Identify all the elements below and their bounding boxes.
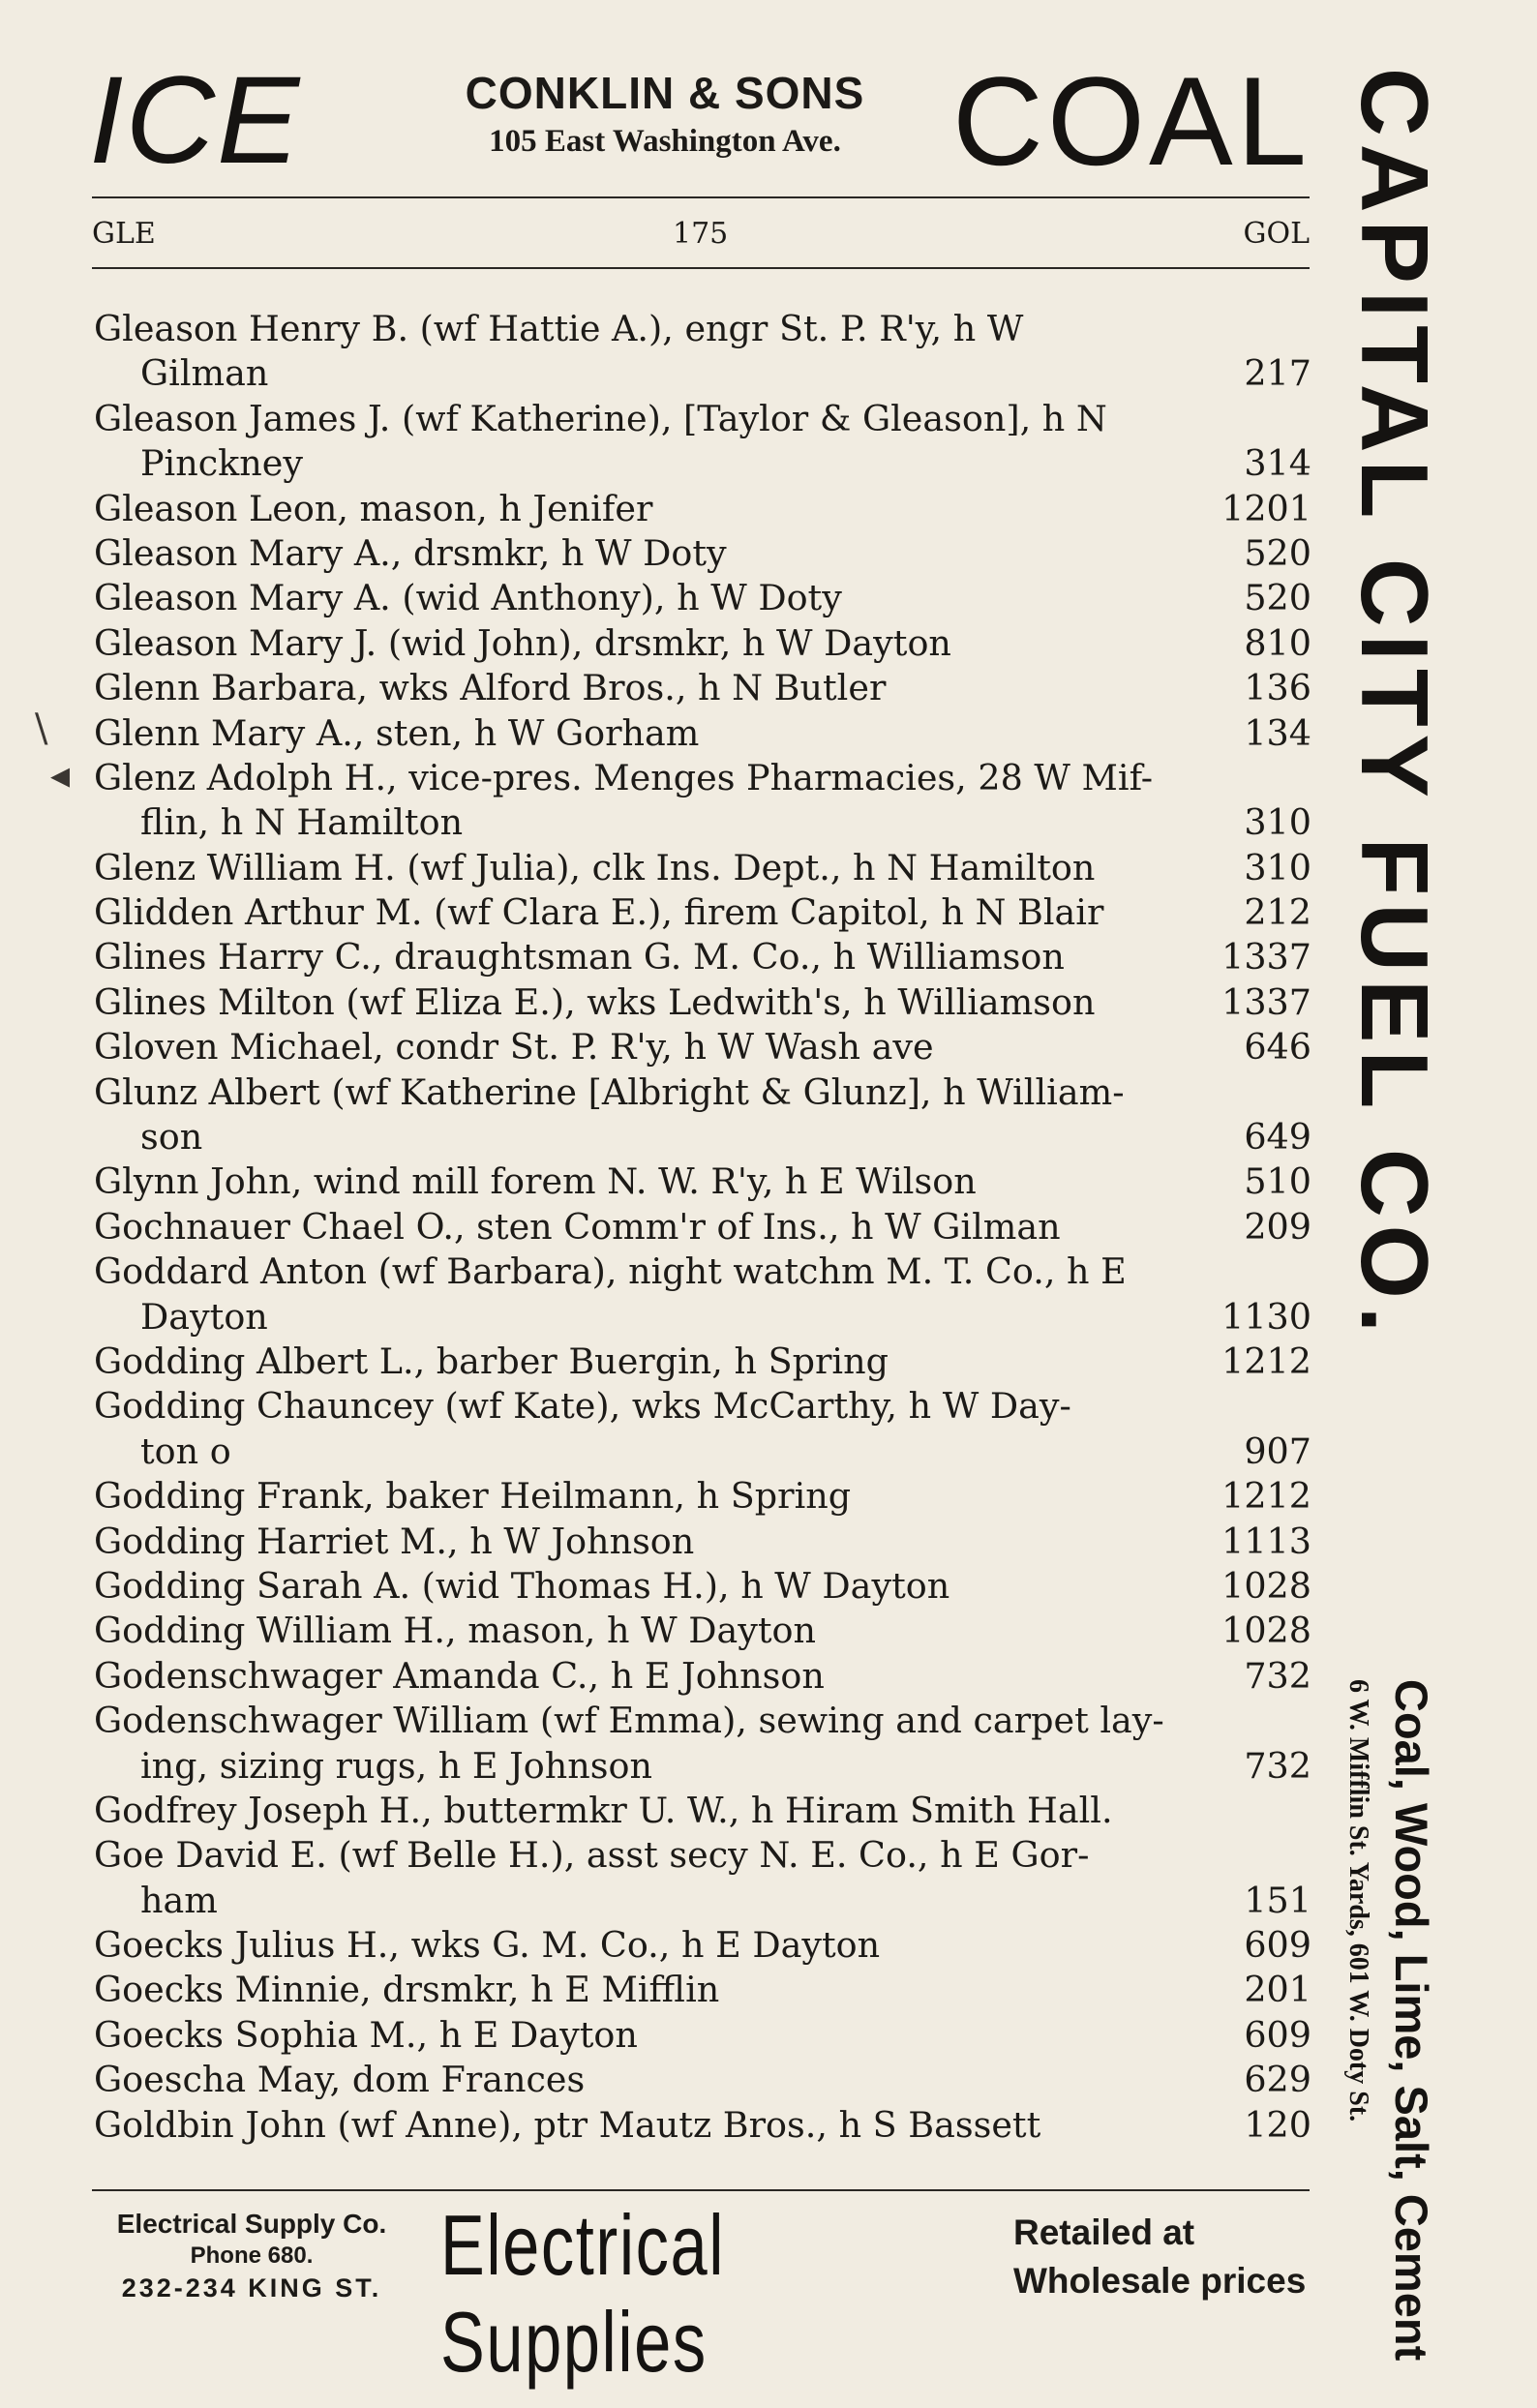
entry-house-number: 212 bbox=[1244, 891, 1311, 934]
footer-divider bbox=[92, 2189, 1310, 2191]
right-guide-word: GOL bbox=[1243, 217, 1310, 251]
ad-electrical-tagline bbox=[1013, 2209, 1313, 2305]
directory-entry bbox=[94, 1339, 1311, 1384]
entry-line-text: son bbox=[140, 1116, 203, 1159]
entry-text bbox=[94, 487, 1311, 531]
margin-mark: \ bbox=[35, 707, 48, 751]
entry-line-text: Glenn Mary A., sten, h W Gorham bbox=[94, 711, 700, 754]
entry-text bbox=[94, 1968, 1311, 2012]
entry-line-text: Glines Milton (wf Eliza E.), wks Ledwith's, h Williamson bbox=[94, 980, 1096, 1023]
entry-line-text: Godfrey Joseph H., buttermkr U. W., h Hiram Smith Hall. bbox=[94, 1789, 1113, 1831]
page-number: 175 bbox=[673, 217, 729, 251]
directory-entry bbox=[94, 890, 1311, 935]
directory-entry bbox=[94, 307, 1311, 397]
page-header bbox=[92, 213, 1310, 256]
header-divider-top bbox=[92, 196, 1310, 198]
directory-entry bbox=[94, 397, 1311, 487]
entry-continuation bbox=[94, 1295, 1311, 1339]
entry-text bbox=[94, 1384, 1311, 1429]
entry-house-number: 1113 bbox=[1221, 1520, 1311, 1562]
entry-line-text: Gleason Mary A., drsmkr, h W Doty bbox=[94, 531, 727, 574]
entry-line-text: Godding Harriet M., h W Johnson bbox=[94, 1520, 695, 1562]
entry-text bbox=[94, 1564, 1311, 1609]
entry-line-text: Goecks Julius H., wks G. M. Co., h E Dayton bbox=[94, 1924, 881, 1967]
ad-tagline-line-2: Wholesale prices bbox=[1013, 2261, 1307, 2301]
directory-entry bbox=[94, 711, 1311, 756]
entry-house-number: 649 bbox=[1244, 1116, 1311, 1159]
directory-entry bbox=[94, 1384, 1311, 1474]
entry-line-text: Godenschwager William (wf Emma), sewing and carpet lay- bbox=[94, 1700, 1164, 1742]
side-banner-products: Coal, Wood, Lime, Salt, Cement bbox=[1386, 1679, 1437, 2362]
ad-word-coal: COAL bbox=[951, 50, 1311, 192]
side-banner-company: CAPITAL CITY FUEL CO. bbox=[1341, 68, 1448, 1341]
entry-house-number: 520 bbox=[1244, 577, 1311, 619]
entry-house-number: 217 bbox=[1244, 352, 1311, 395]
directory-entry bbox=[94, 935, 1311, 979]
entry-text bbox=[94, 1025, 1311, 1069]
entry-house-number: 1337 bbox=[1221, 936, 1311, 978]
top-advertisement bbox=[89, 50, 1311, 194]
directory-entry bbox=[94, 1070, 1311, 1160]
entry-house-number: 907 bbox=[1244, 1430, 1311, 1472]
entry-line-text: Gleason Mary J. (wid John), drsmkr, h W Dayton bbox=[94, 621, 951, 664]
left-guide-word: GLE bbox=[92, 217, 156, 251]
directory-entry bbox=[94, 1474, 1311, 1519]
entry-house-number: 732 bbox=[1244, 1744, 1311, 1787]
entry-text bbox=[94, 1923, 1311, 1968]
header-divider-bottom bbox=[92, 267, 1310, 269]
ad-tagline-line-1: Retailed at bbox=[1013, 2212, 1195, 2252]
entry-line-text: Glynn John, wind mill forem N. W. R'y, h E Wilson bbox=[94, 1160, 977, 1203]
entry-house-number: 134 bbox=[1244, 711, 1311, 754]
entry-text bbox=[94, 1159, 1311, 1204]
entry-text bbox=[94, 621, 1311, 666]
entry-text bbox=[94, 1205, 1311, 1249]
entry-line-text: Gochnauer Chael O., sten Comm'r of Ins., h W Gilman bbox=[94, 1205, 1061, 1248]
entry-house-number: 1337 bbox=[1221, 980, 1311, 1023]
entry-house-number: 310 bbox=[1244, 846, 1311, 888]
entry-continuation bbox=[94, 1879, 1311, 1923]
entry-line-text: flin, h N Hamilton bbox=[140, 801, 464, 844]
entry-continuation bbox=[94, 1115, 1311, 1159]
entry-text bbox=[94, 1609, 1311, 1653]
directory-entry bbox=[94, 2013, 1311, 2058]
directory-entry bbox=[94, 1159, 1311, 1204]
entry-continuation bbox=[94, 351, 1311, 396]
entry-text bbox=[94, 935, 1311, 979]
entry-line-text: ton o bbox=[140, 1430, 231, 1472]
entry-line-text: Glenz Adolph H., vice-pres. Menges Pharmacies, 28 W Mif- bbox=[94, 756, 1154, 798]
entry-line-text: Gloven Michael, condr St. P. R'y, h W Wash ave bbox=[94, 1026, 934, 1069]
ad-electrical-phone: Phone 680. bbox=[190, 2242, 314, 2269]
entry-house-number: 1201 bbox=[1221, 487, 1311, 529]
entry-text bbox=[94, 576, 1311, 620]
entry-text bbox=[94, 1474, 1311, 1519]
entry-line-text: Glunz Albert (wf Katherine [Albright & Glunz], h William- bbox=[94, 1070, 1125, 1113]
directory-entry bbox=[94, 621, 1311, 666]
directory-entry bbox=[94, 756, 1311, 846]
directory-entry bbox=[94, 1249, 1311, 1339]
entry-line-text: Goe David E. (wf Belle H.), asst secy N. E. Co., h E Gor- bbox=[94, 1834, 1090, 1877]
entry-house-number: 1130 bbox=[1221, 1295, 1311, 1338]
entry-line-text: Glines Harry C., draughtsman G. M. Co., h Williamson bbox=[94, 936, 1065, 978]
entry-house-number: 1028 bbox=[1221, 1564, 1311, 1607]
entry-house-number: 1212 bbox=[1221, 1339, 1311, 1382]
entry-line-text: ing, sizing rugs, h E Johnson bbox=[140, 1744, 652, 1787]
directory-entry bbox=[94, 1609, 1311, 1653]
entry-text bbox=[94, 2058, 1311, 2102]
entry-line-text: Glenn Barbara, wks Alford Bros., h N Butler bbox=[94, 667, 887, 709]
directory-entry bbox=[94, 1205, 1311, 1249]
entry-text bbox=[94, 1833, 1311, 1878]
entry-house-number: 646 bbox=[1244, 1026, 1311, 1069]
entry-line-text: Godenschwager Amanda C., h E Johnson bbox=[94, 1654, 825, 1697]
directory-entry bbox=[94, 1654, 1311, 1699]
directory-entry bbox=[94, 2103, 1311, 2148]
entry-line-text: Gleason James J. (wf Katherine), [Taylor & Gleason], h N bbox=[94, 397, 1107, 439]
entry-text bbox=[94, 1070, 1311, 1115]
entry-house-number: 310 bbox=[1244, 801, 1311, 844]
entry-house-number: 609 bbox=[1244, 2013, 1311, 2056]
entry-text bbox=[94, 890, 1311, 935]
entry-line-text: Glenz William H. (wf Julia), clk Ins. Dept., h N Hamilton bbox=[94, 846, 1096, 888]
entry-text bbox=[94, 846, 1311, 890]
ad-company-block bbox=[423, 66, 907, 163]
ad-electrical-company: Electrical Supply Co. bbox=[116, 2209, 387, 2239]
ad-company-name: CONKLIN & SONS bbox=[465, 68, 865, 118]
entry-line-text: Godding William H., mason, h W Dayton bbox=[94, 1610, 817, 1652]
entry-house-number: 810 bbox=[1244, 621, 1311, 664]
entry-continuation bbox=[94, 441, 1311, 486]
entry-line-text: Godding Albert L., barber Buergin, h Spring bbox=[94, 1339, 889, 1382]
directory-entry bbox=[94, 1699, 1311, 1789]
entry-house-number: 136 bbox=[1244, 667, 1311, 709]
directory-entry bbox=[94, 1520, 1311, 1564]
entry-text bbox=[94, 1699, 1311, 1743]
entry-text bbox=[94, 531, 1311, 576]
entry-text bbox=[94, 1339, 1311, 1384]
entry-text bbox=[94, 1249, 1311, 1294]
entry-line-text: ham bbox=[140, 1879, 218, 1921]
entry-line-text: Goddard Anton (wf Barbara), night watchm M. T. Co., h E bbox=[94, 1250, 1127, 1293]
entry-house-number: 510 bbox=[1244, 1160, 1311, 1203]
entry-text bbox=[94, 666, 1311, 710]
entry-text bbox=[94, 711, 1311, 756]
entry-house-number: 629 bbox=[1244, 2059, 1311, 2101]
entry-line-text: Dayton bbox=[140, 1295, 268, 1338]
entry-line-text: Gleason Mary A. (wid Anthony), h W Doty bbox=[94, 577, 842, 619]
entry-line-text: Goldbin John (wf Anne), ptr Mautz Bros., h S Bassett bbox=[94, 2103, 1041, 2146]
entry-text bbox=[94, 1789, 1311, 1833]
entry-text bbox=[94, 1654, 1311, 1699]
entry-line-text: Godding Chauncey (wf Kate), wks McCarthy, h W Day- bbox=[94, 1385, 1071, 1428]
directory-entry bbox=[94, 576, 1311, 620]
directory-entry bbox=[94, 1789, 1311, 1833]
entry-text bbox=[94, 1520, 1311, 1564]
entry-text bbox=[94, 2103, 1311, 2148]
entry-line-text: Godding Frank, baker Heilmann, h Spring bbox=[94, 1475, 852, 1518]
directory-entry bbox=[94, 1564, 1311, 1609]
entry-line-text: Goecks Minnie, drsmkr, h E Mifflin bbox=[94, 1969, 720, 2011]
entry-house-number: 201 bbox=[1244, 1969, 1311, 2011]
entry-text bbox=[94, 2013, 1311, 2058]
bottom-advertisement bbox=[92, 2197, 1313, 2390]
directory-entries bbox=[94, 307, 1311, 2148]
directory-entry bbox=[94, 487, 1311, 531]
ad-electrical-headline: Electrical Supplies bbox=[440, 2197, 726, 2390]
entry-house-number: 1212 bbox=[1221, 1475, 1311, 1518]
entry-house-number: 732 bbox=[1244, 1654, 1311, 1697]
directory-entry bbox=[94, 666, 1311, 710]
entry-text bbox=[94, 980, 1311, 1025]
entry-house-number: 314 bbox=[1244, 442, 1311, 485]
entry-house-number: 520 bbox=[1244, 531, 1311, 574]
directory-entry bbox=[94, 980, 1311, 1025]
entry-text bbox=[94, 397, 1311, 441]
entry-house-number: 209 bbox=[1244, 1205, 1311, 1248]
directory-entry bbox=[94, 1968, 1311, 2012]
entry-line-text: Gleason Henry B. (wf Hattie A.), engr St. P. R'y, h W bbox=[94, 308, 1024, 349]
entry-line-text: Gilman bbox=[140, 352, 269, 395]
directory-entry bbox=[94, 1025, 1311, 1069]
entry-text bbox=[94, 307, 1311, 351]
entry-continuation bbox=[94, 1430, 1311, 1474]
directory-entry bbox=[94, 846, 1311, 890]
entry-continuation bbox=[94, 1744, 1311, 1789]
entry-line-text: Gleason Leon, mason, h Jenifer bbox=[94, 487, 653, 529]
entry-house-number: 151 bbox=[1244, 1879, 1311, 1921]
directory-entry bbox=[94, 1923, 1311, 1968]
directory-entry bbox=[94, 531, 1311, 576]
entry-line-text: Pinckney bbox=[140, 442, 304, 485]
directory-entry bbox=[94, 1833, 1311, 1923]
entry-line-text: Goescha May, dom Frances bbox=[94, 2059, 586, 2101]
entry-text bbox=[94, 756, 1311, 800]
margin-arrow: ◂ bbox=[50, 753, 71, 798]
entry-line-text: Godding Sarah A. (wid Thomas H.), h W Dayton bbox=[94, 1564, 950, 1607]
entry-house-number: 120 bbox=[1244, 2103, 1311, 2146]
entry-line-text: Glidden Arthur M. (wf Clara E.), firem Capitol, h N Blair bbox=[94, 891, 1104, 934]
entry-line-text: Goecks Sophia M., h E Dayton bbox=[94, 2013, 638, 2056]
side-banner-address: 6 W. Mifflin St. Yards, 601 W. Doty St. bbox=[1343, 1679, 1373, 2122]
entry-continuation bbox=[94, 800, 1311, 845]
ad-company-address: 105 East Washington Ave. bbox=[489, 124, 841, 159]
entry-house-number: 1028 bbox=[1221, 1610, 1311, 1652]
ad-word-ice: ICE bbox=[89, 51, 302, 190]
directory-entry bbox=[94, 2058, 1311, 2102]
entry-house-number: 609 bbox=[1244, 1924, 1311, 1967]
ad-electrical-company-block bbox=[92, 2207, 411, 2305]
ad-electrical-address: 232-234 KING ST. bbox=[121, 2273, 382, 2303]
